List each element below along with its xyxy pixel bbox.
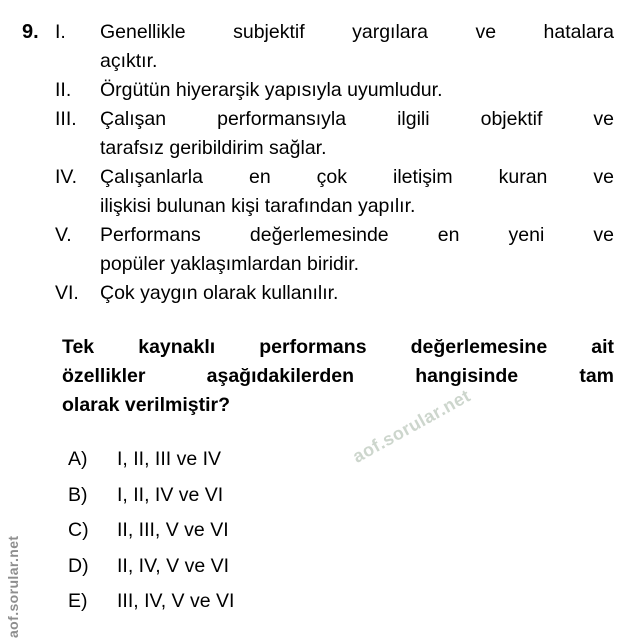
option-d[interactable] xyxy=(68,552,234,581)
text-line: ilişkisi bulunan kişi tarafından yapılır. xyxy=(100,195,416,217)
option-text: II, III, V ve VI xyxy=(117,519,229,541)
text-line: tarafsız geribildirim sağlar. xyxy=(100,137,327,159)
option-letter: E) xyxy=(68,590,88,612)
roman-numeral-label: V. xyxy=(55,224,72,246)
text-line: Çok yaygın olarak kullanılır. xyxy=(100,282,339,304)
text-line: Çalışan performansıyla ilgili objektif ve xyxy=(100,108,614,130)
text-line: açıktır. xyxy=(100,50,158,72)
option-a[interactable] xyxy=(68,445,234,474)
option-letter: C) xyxy=(68,519,89,541)
list-item-text xyxy=(100,221,614,279)
option-text: II, IV, V ve VI xyxy=(117,554,230,577)
option-text: I, II, III ve IV xyxy=(117,448,222,470)
roman-numeral-label: VI. xyxy=(55,282,79,304)
list-item-text xyxy=(100,18,614,76)
stem-line: olarak verilmiştir? xyxy=(62,394,230,416)
watermark-diagonal: aof.sorular.net xyxy=(349,385,474,467)
stem-line: özellikler aşağıdakilerden hangisinde tam xyxy=(62,365,614,387)
option-letter: D) xyxy=(68,554,89,577)
list-item xyxy=(55,163,614,221)
option-text: I, II, IV ve VI xyxy=(117,483,224,506)
list-item-text xyxy=(100,76,614,105)
text-line: popüler yaklaşımlardan biridir. xyxy=(100,253,360,275)
roman-numeral-label: IV. xyxy=(55,166,78,188)
option-letter: A) xyxy=(68,448,88,470)
text-line: Örgütün hiyerarşik yapısıyla uyumludur. xyxy=(100,79,443,101)
text-line: Performans değerlemesinde en yeni ve xyxy=(100,224,614,246)
option-c[interactable] xyxy=(68,516,234,545)
question-stem xyxy=(62,333,614,420)
option-b[interactable] xyxy=(68,481,234,510)
option-text: III, IV, V ve VI xyxy=(117,590,235,612)
list-item xyxy=(55,221,614,279)
list-item-text xyxy=(100,163,614,221)
question-number: 9. xyxy=(22,21,39,43)
watermark-vertical: aof.sorular.net xyxy=(5,535,21,638)
roman-numeral-label: III. xyxy=(55,108,77,130)
text-line: Çalışanlarla en çok iletişim kuran ve xyxy=(100,166,614,188)
roman-numeral-label: II. xyxy=(55,79,72,101)
list-item-text xyxy=(100,105,614,163)
statement-list xyxy=(55,18,614,308)
text-line: Genellikle subjektif yargılara ve hatalara xyxy=(100,21,614,43)
option-e[interactable] xyxy=(68,587,234,616)
stem-line: Tek kaynaklı performans değerlemesine ait xyxy=(62,336,614,358)
list-item xyxy=(55,279,614,308)
list-item xyxy=(55,105,614,163)
list-item xyxy=(55,76,614,105)
list-item xyxy=(55,18,614,76)
option-letter: B) xyxy=(68,483,88,506)
answer-options xyxy=(68,445,234,623)
list-item-text xyxy=(100,279,614,308)
roman-numeral-label: I. xyxy=(55,21,66,43)
